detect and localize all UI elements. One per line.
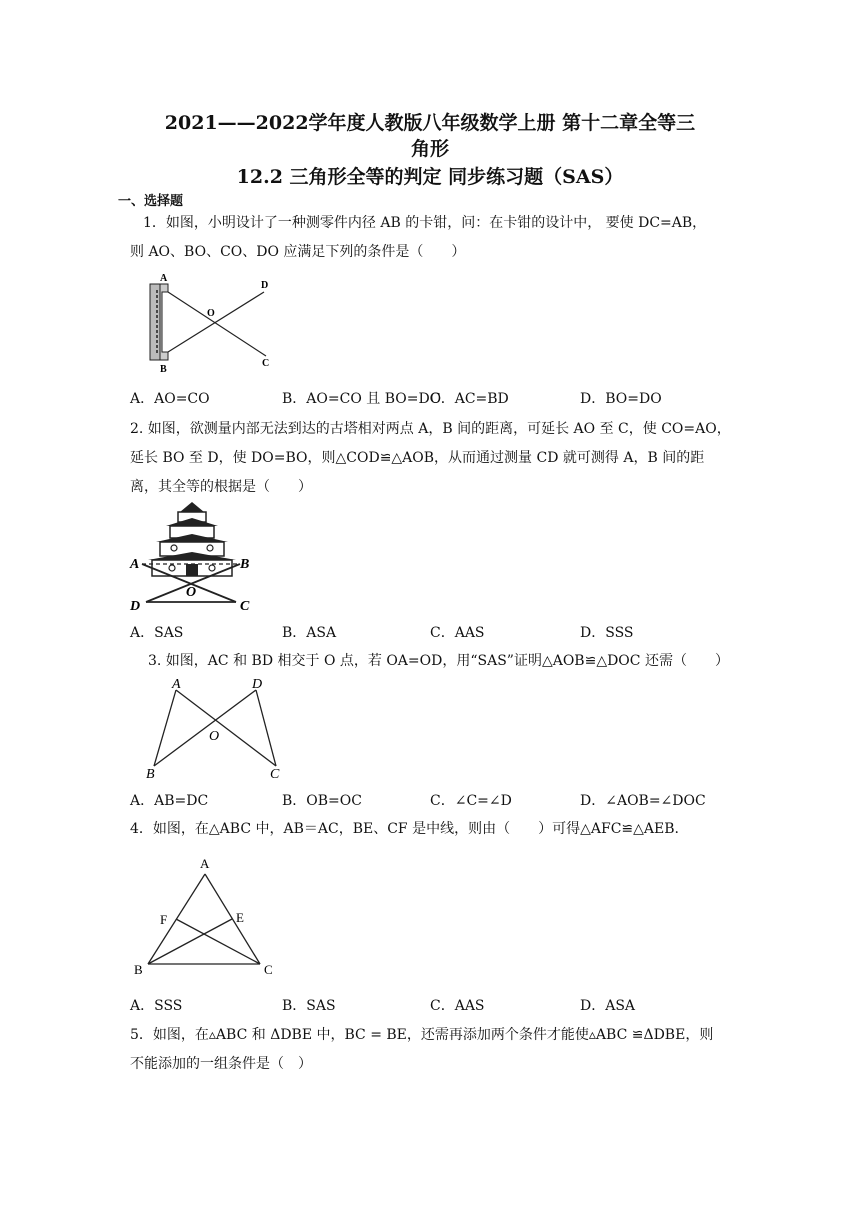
q4-label-a: A <box>200 856 210 871</box>
q2-text-line-2: 延长 BO 至 D，使 DO=BO，则△COD≌△AOB，从而通过测量 CD 就可测得 A，B 间的距 <box>130 450 705 466</box>
q4-option-d: D．ASA <box>580 998 636 1014</box>
q3-option-d: D．∠AOB=∠DOC <box>580 793 706 809</box>
q2-label-c: C <box>240 599 250 614</box>
q3-label-o: O <box>209 729 220 744</box>
q1-label-a: A <box>160 273 168 284</box>
q2-option-a: A．SAS <box>130 625 184 641</box>
page-subtitle: 12.2 三角形全等的判定 同步练习题（SAS） <box>236 166 624 188</box>
q2-option-b: B．ASA <box>282 625 337 641</box>
q3-label-b: B <box>146 767 155 782</box>
q4-option-a: A．SSS <box>130 998 183 1014</box>
section-heading: 一、选择题 <box>118 194 184 209</box>
q3-label-a: A <box>172 677 181 692</box>
q2-option-d: D．SSS <box>580 625 634 641</box>
q4-text-line-1: 4．如图，在△ABC 中，AB＝AC，BE、CF 是中线，则由（ ）可得△AFC≌△AEB. <box>130 821 679 837</box>
q2-text-line-1: 2. 如图，欲测量内部无法到达的古塔相对两点 A，B 间的距离，可延长 AO 至 C，使 CO=AO， <box>130 421 731 437</box>
q2-pagoda-figure <box>128 498 260 614</box>
q2-text-line-3: 离，其全等的根据是（ ） <box>130 479 312 495</box>
q2-label-o: O <box>186 585 197 600</box>
q2-option-c: C．AAS <box>430 625 485 641</box>
q1-label-o: O <box>207 308 215 319</box>
q1-text-line-1: 1．如图，小明设计了一种测零件内径 AB 的卡钳，问：在卡钳的设计中， 要使 DC=AB， <box>143 215 707 231</box>
q2-label-b: B <box>240 557 250 572</box>
q4-label-c: C <box>264 962 273 977</box>
q3-label-d: D <box>252 677 263 692</box>
q1-label-c: C <box>262 358 270 369</box>
q4-option-b: B．SAS <box>282 998 336 1014</box>
q2-label-a: A <box>130 557 140 572</box>
q3-label-c: C <box>270 767 280 782</box>
page-title-line-1: 2021——2022学年度人教版八年级数学上册 第十二章全等三 <box>164 112 696 134</box>
q3-option-b: B．OB=OC <box>282 793 362 809</box>
q1-label-b: B <box>160 364 167 375</box>
q3-option-c: C．∠C=∠D <box>430 793 512 809</box>
q1-caliper-figure <box>140 268 290 378</box>
q4-option-c: C．AAS <box>430 998 485 1014</box>
q4-label-b: B <box>134 962 143 977</box>
q5-text-line-1: 5．如图，在▵ABC 和 ΔDBE 中，BC = BE，还需再添加两个条件才能使▵ABC ≌ΔDBE，则 <box>130 1027 714 1043</box>
q1-option-b: B．AO=CO 且 BO=DO <box>282 391 442 407</box>
page-title-line-2: 角形 <box>410 138 449 160</box>
q1-text-line-2: 则 AO、BO、CO、DO 应满足下列的条件是（ ） <box>130 244 466 260</box>
q5-text-line-2: 不能添加的一组条件是（ ） <box>130 1056 312 1072</box>
q1-option-a: A．AO=CO <box>130 391 210 407</box>
q3-option-a: A．AB=DC <box>130 793 209 809</box>
q3-bowtie-figure <box>142 674 284 782</box>
q2-label-d: D <box>130 599 141 614</box>
q4-label-e: E <box>236 910 244 925</box>
q1-option-d: D．BO=DO <box>580 391 662 407</box>
q4-triangle-figure <box>130 852 280 980</box>
q1-label-d: D <box>261 280 269 291</box>
q3-text-line-1: 3. 如图，AC 和 BD 相交于 O 点，若 OA=OD，用“SAS”证明△AOB≌△DOC 还需（ ） <box>148 653 729 669</box>
q4-label-f: F <box>160 912 168 927</box>
q1-option-c: C．AC=BD <box>430 391 509 407</box>
